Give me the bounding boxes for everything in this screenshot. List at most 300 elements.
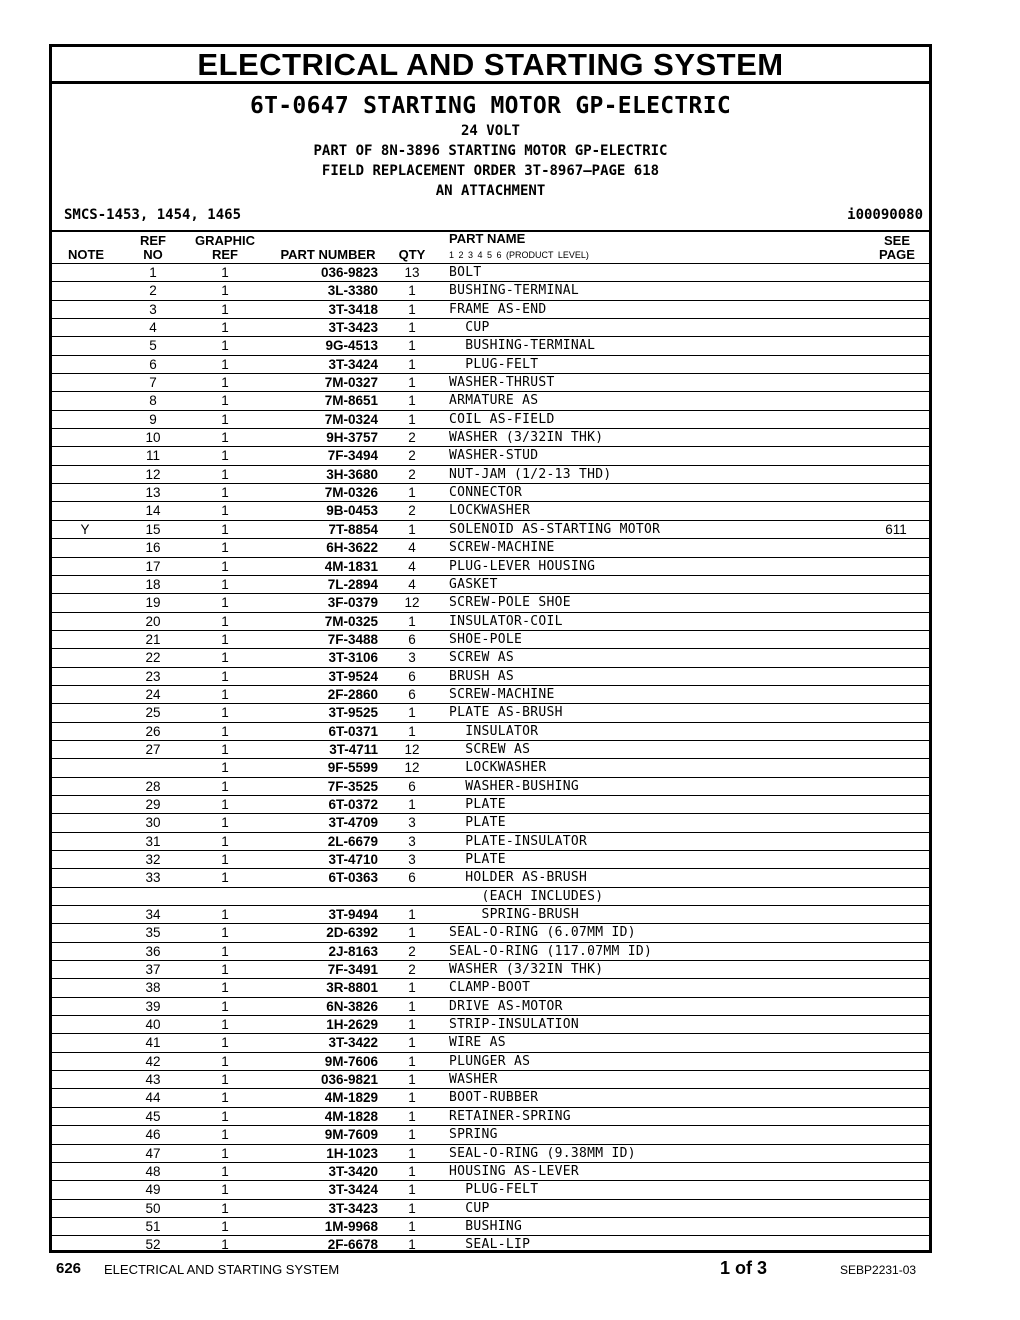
row-part-name: HOUSING AS-LEVER <box>449 1163 580 1179</box>
row-qty: 2 <box>408 943 416 959</box>
table-row <box>52 612 929 630</box>
row-graphic-ref: 1 <box>221 943 229 959</box>
row-part-name: SCREW-POLE SHOE <box>449 595 571 611</box>
row-ref-no: 10 <box>145 430 161 446</box>
row-part-name: DRIVE AS-MOTOR <box>449 998 563 1014</box>
row-graphic-ref: 1 <box>221 723 229 739</box>
row-ref-no: 25 <box>145 705 161 721</box>
row-ref-no: 45 <box>145 1108 161 1124</box>
table-row <box>52 355 929 373</box>
illustration-id: i00090080 <box>847 207 923 223</box>
row-part-name: ARMATURE AS <box>449 393 539 409</box>
row-part-name: BOOT-RUBBER <box>449 1090 539 1106</box>
row-part-name: PLATE <box>449 796 506 812</box>
smcs-codes: SMCS-1453, 1454, 1465 <box>64 207 242 223</box>
row-ref-no: 14 <box>145 503 161 519</box>
row-part-number: 3T-9524 <box>328 668 378 684</box>
row-part-number: 3T-4709 <box>328 815 378 831</box>
row-ref-no: 31 <box>145 833 161 849</box>
row-graphic-ref: 1 <box>221 796 229 812</box>
table-row <box>52 1235 929 1253</box>
column-part-number: PART NUMBER <box>280 247 376 262</box>
row-part-number: 4M-1828 <box>324 1108 378 1124</box>
row-part-name: BRUSH AS <box>449 668 515 684</box>
row-ref-no: 34 <box>145 907 161 923</box>
row-ref-no: 50 <box>145 1200 161 1216</box>
row-graphic-ref: 1 <box>221 411 229 427</box>
row-ref-no: 32 <box>145 852 161 867</box>
row-part-name: BUSHING-TERMINAL <box>449 338 596 354</box>
row-ref-no: 9 <box>149 411 157 427</box>
table-row <box>52 832 929 850</box>
row-qty: 2 <box>408 448 416 464</box>
row-part-name: LOCKWASHER <box>449 503 531 519</box>
table-row <box>52 336 929 354</box>
row-qty: 1 <box>408 356 416 372</box>
row-graphic-ref: 1 <box>221 1200 229 1216</box>
row-part-number: 4M-1831 <box>324 558 378 574</box>
row-graphic-ref: 1 <box>221 962 229 978</box>
table-row <box>52 538 929 556</box>
group-title: 6T-0647 STARTING MOTOR GP-ELECTRIC <box>249 93 731 119</box>
row-graphic-ref: 1 <box>221 540 229 556</box>
row-graphic-ref: 1 <box>221 998 229 1014</box>
row-qty: 1 <box>408 521 416 537</box>
table-row <box>52 1052 929 1070</box>
table-row <box>52 575 929 593</box>
row-ref-no: 30 <box>145 815 161 831</box>
row-part-name: GASKET <box>449 576 498 592</box>
row-part-name: SEAL-LIP <box>449 1237 531 1253</box>
row-part-number: 3T-9494 <box>328 907 378 923</box>
row-part-name: SCREW-MACHINE <box>449 540 555 556</box>
row-graphic-ref: 1 <box>221 1090 229 1106</box>
row-part-number: 2L-6679 <box>327 833 378 849</box>
product-level-scale: 1 2 3 4 5 6 (PRODUCT LEVEL) <box>449 250 589 260</box>
row-qty: 6 <box>408 870 416 886</box>
table-row <box>52 1015 929 1033</box>
row-qty: 3 <box>408 852 416 867</box>
table-row <box>52 300 929 318</box>
row-part-number: 7F-3491 <box>327 962 378 978</box>
row-part-name: NUT-JAM (1/2-13 THD) <box>449 466 612 482</box>
row-qty: 1 <box>408 1035 416 1051</box>
row-part-number: 2D-6392 <box>326 925 378 941</box>
row-ref-no: 46 <box>145 1127 161 1143</box>
row-qty: 4 <box>408 540 416 556</box>
row-graphic-ref: 1 <box>221 1017 229 1033</box>
row-qty: 1 <box>408 1182 416 1198</box>
row-qty: 1 <box>408 301 416 317</box>
row-ref-no: 11 <box>145 448 160 464</box>
row-qty: 1 <box>408 1200 416 1216</box>
row-part-number: 3T-3423 <box>328 1200 378 1216</box>
row-part-name: CONNECTOR <box>449 485 523 501</box>
row-qty: 13 <box>404 265 420 280</box>
row-qty: 1 <box>408 1145 416 1161</box>
row-graphic-ref: 1 <box>221 558 229 574</box>
row-part-number: 1M-9968 <box>324 1218 378 1234</box>
row-qty: 3 <box>408 650 416 666</box>
row-part-number: 2J-8163 <box>328 943 378 959</box>
row-graphic-ref: 1 <box>221 741 229 757</box>
row-ref-no: 43 <box>145 1072 161 1088</box>
table-row <box>52 1180 929 1198</box>
row-part-name: CUP <box>449 320 490 336</box>
row-part-number: 3L-3380 <box>327 283 378 299</box>
row-part-name: HOLDER AS-BRUSH <box>449 870 588 886</box>
row-part-number: 7L-2894 <box>327 576 378 592</box>
row-part-number: 2F-2860 <box>327 686 378 702</box>
row-part-name: FRAME AS-END <box>449 301 547 317</box>
row-part-name: WASHER (3/32IN THK) <box>449 430 604 446</box>
row-part-number: 9H-3757 <box>326 430 378 446</box>
row-ref-no: 8 <box>149 393 157 409</box>
row-ref-no: 13 <box>145 485 161 501</box>
row-qty: 1 <box>408 1163 416 1179</box>
row-part-name: SHOE-POLE <box>449 631 523 647</box>
row-part-name: INSULATOR-COIL <box>449 613 563 629</box>
row-ref-no: 24 <box>145 686 161 702</box>
row-part-number: 9B-0453 <box>326 503 378 519</box>
row-part-name: PLUNGER AS <box>449 1053 531 1069</box>
table-row <box>52 1088 929 1106</box>
row-part-number: 6T-0363 <box>328 870 378 886</box>
row-part-number: 036-9821 <box>320 1072 378 1088</box>
row-graphic-ref: 1 <box>221 320 229 336</box>
row-part-name: STRIP-INSULATION <box>449 1017 580 1033</box>
row-qty: 3 <box>408 833 416 849</box>
row-graphic-ref: 1 <box>221 521 229 537</box>
row-ref-no: 26 <box>145 723 161 739</box>
row-qty: 1 <box>408 393 416 409</box>
row-part-number: 3T-4711 <box>329 741 378 757</box>
group-header <box>52 91 929 201</box>
row-part-number: 2F-6678 <box>327 1237 378 1253</box>
row-qty: 6 <box>408 686 416 702</box>
row-graphic-ref: 1 <box>221 1163 229 1179</box>
row-ref-no: 44 <box>145 1090 161 1106</box>
row-ref-no: 42 <box>145 1053 161 1069</box>
row-ref-no: 17 <box>145 558 161 574</box>
row-qty: 1 <box>408 1218 416 1234</box>
row-ref-no: 51 <box>145 1218 161 1234</box>
row-graphic-ref: 1 <box>221 595 229 611</box>
table-row <box>52 263 929 281</box>
footer-page-number: 626 <box>56 1260 82 1277</box>
attachment-line: AN ATTACHMENT <box>435 183 546 199</box>
table-row <box>52 593 929 611</box>
row-qty: 1 <box>408 1237 416 1253</box>
column-ref-no: REF NO <box>140 233 166 262</box>
row-graphic-ref: 1 <box>221 686 229 702</box>
row-qty: 12 <box>404 595 420 611</box>
table-row <box>52 850 929 868</box>
row-part-name: SCREW AS <box>449 741 531 757</box>
row-graphic-ref: 1 <box>221 613 229 629</box>
row-ref-no: 41 <box>145 1035 161 1051</box>
table-row <box>52 1125 929 1143</box>
table-row <box>52 758 929 776</box>
table-row <box>52 795 929 813</box>
row-ref-no: 6 <box>149 356 157 372</box>
row-graphic-ref: 1 <box>221 1218 229 1234</box>
row-part-number: 1H-1023 <box>326 1145 378 1161</box>
row-ref-no: 2 <box>149 283 157 299</box>
row-part-number: 3T-9525 <box>328 705 378 721</box>
row-qty: 2 <box>408 430 416 446</box>
row-graphic-ref: 1 <box>221 907 229 923</box>
table-row <box>52 813 929 831</box>
row-part-name: WASHER-STUD <box>449 448 539 464</box>
table-row <box>52 978 929 996</box>
table-row <box>52 648 929 666</box>
row-qty: 1 <box>408 1017 416 1033</box>
row-part-number: 3R-8801 <box>326 980 378 996</box>
row-see-page: 611 <box>885 521 907 537</box>
row-part-number: 7M-0327 <box>324 375 378 391</box>
row-graphic-ref: 1 <box>221 1108 229 1124</box>
row-ref-no: 52 <box>145 1237 161 1253</box>
row-ref-no: 5 <box>149 338 157 354</box>
row-ref-no: 22 <box>145 650 161 666</box>
row-qty: 1 <box>408 1108 416 1124</box>
row-graphic-ref: 1 <box>221 833 229 849</box>
table-row <box>52 887 929 905</box>
row-qty: 1 <box>408 980 416 996</box>
row-part-number: 4M-1829 <box>324 1090 378 1106</box>
row-ref-no: 18 <box>145 576 161 592</box>
row-graphic-ref: 1 <box>221 631 229 647</box>
row-part-name: PLUG-FELT <box>449 356 539 372</box>
table-row <box>52 997 929 1015</box>
row-graphic-ref: 1 <box>221 668 229 684</box>
row-ref-no: 28 <box>145 778 161 794</box>
table-row <box>52 557 929 575</box>
row-part-name: PLUG-FELT <box>449 1182 539 1198</box>
row-part-name: PLATE-INSULATOR <box>449 833 588 849</box>
row-part-name: PLUG-LEVER HOUSING <box>449 558 596 574</box>
row-graphic-ref: 1 <box>221 448 229 464</box>
row-graphic-ref: 1 <box>221 430 229 446</box>
row-part-name: PLATE AS-BRUSH <box>449 705 563 721</box>
row-part-name: SPRING <box>449 1127 498 1143</box>
row-qty: 1 <box>408 485 416 501</box>
row-graphic-ref: 1 <box>221 870 229 886</box>
row-part-name: WIRE AS <box>449 1035 506 1051</box>
row-part-name: PLATE <box>449 815 506 831</box>
row-qty: 6 <box>408 631 416 647</box>
row-part-name: COIL AS-FIELD <box>449 411 555 427</box>
row-part-name: SPRING-BRUSH <box>449 907 580 923</box>
row-qty: 1 <box>408 338 416 354</box>
row-part-number: 3T-3424 <box>328 356 378 372</box>
footer-doc-id: SEBP2231-03 <box>840 1263 917 1277</box>
row-ref-no: 12 <box>145 466 161 482</box>
row-qty: 1 <box>408 1127 416 1143</box>
row-ref-no: 3 <box>149 301 157 317</box>
row-part-name: CLAMP-BOOT <box>449 980 531 996</box>
row-ref-no: 16 <box>145 540 161 556</box>
table-row <box>52 520 929 538</box>
row-graphic-ref: 1 <box>221 393 229 409</box>
table-row <box>52 960 929 978</box>
row-part-name: PLATE <box>449 852 506 867</box>
table-row <box>52 1070 929 1088</box>
table-row <box>52 923 929 941</box>
row-graphic-ref: 1 <box>221 760 229 776</box>
row-qty: 1 <box>408 1090 416 1106</box>
row-part-number: 3T-3106 <box>328 650 378 666</box>
table-row <box>52 410 929 428</box>
footer-page-of: 1 of 3 <box>720 1258 768 1278</box>
row-part-number: 7M-0326 <box>324 485 378 501</box>
row-part-number: 7T-8854 <box>328 521 378 537</box>
row-part-number: 6T-0372 <box>328 796 378 812</box>
column-graphic-ref: GRAPHIC REF <box>195 233 255 262</box>
row-qty: 1 <box>408 723 416 739</box>
row-ref-no: 7 <box>149 375 157 391</box>
table-row <box>52 1033 929 1051</box>
part-of-line: PART OF 8N-3896 STARTING MOTOR GP-ELECTRIC <box>313 143 668 159</box>
row-graphic-ref: 1 <box>221 1182 229 1198</box>
column-qty: QTY <box>398 247 426 262</box>
row-graphic-ref: 1 <box>221 503 229 519</box>
table-row <box>52 630 929 648</box>
row-graphic-ref: 1 <box>221 778 229 794</box>
row-qty: 2 <box>408 466 416 482</box>
row-ref-no: 15 <box>145 521 161 537</box>
table-row <box>52 685 929 703</box>
row-qty: 1 <box>408 1072 416 1088</box>
row-part-name: RETAINER-SPRING <box>449 1108 571 1124</box>
row-part-name: BUSHING-TERMINAL <box>449 283 580 299</box>
row-part-number: 7M-8651 <box>324 393 378 409</box>
row-graphic-ref: 1 <box>221 1053 229 1069</box>
row-part-number: 9F-5599 <box>327 760 378 776</box>
row-graphic-ref: 1 <box>221 815 229 831</box>
row-qty: 12 <box>404 741 420 757</box>
table-row <box>52 281 929 299</box>
row-qty: 1 <box>408 375 416 391</box>
table-row <box>52 501 929 519</box>
row-part-number: 036-9823 <box>320 265 378 280</box>
row-graphic-ref: 1 <box>221 576 229 592</box>
table-row <box>52 1144 929 1162</box>
row-qty: 1 <box>408 411 416 427</box>
parts-table <box>52 263 929 1254</box>
row-part-number: 3T-3424 <box>328 1182 378 1198</box>
table-row <box>52 428 929 446</box>
row-qty: 4 <box>408 576 416 592</box>
row-part-number: 7F-3494 <box>327 448 378 464</box>
row-ref-no: 47 <box>145 1145 161 1161</box>
section-title: ELECTRICAL AND STARTING SYSTEM <box>52 47 929 84</box>
row-part-number: 6N-3826 <box>326 998 378 1014</box>
table-row <box>52 318 929 336</box>
row-qty: 1 <box>408 907 416 923</box>
table-row <box>52 1199 929 1217</box>
row-part-name: INSULATOR <box>449 723 539 739</box>
row-ref-no: 27 <box>145 741 161 757</box>
row-ref-no: 36 <box>145 943 161 959</box>
table-row <box>52 868 929 886</box>
row-graphic-ref: 1 <box>221 466 229 482</box>
table-row <box>52 1162 929 1180</box>
row-graphic-ref: 1 <box>221 705 229 721</box>
row-part-name: BUSHING <box>449 1218 523 1234</box>
row-part-name: LOCKWASHER <box>449 760 547 776</box>
table-row <box>52 703 929 721</box>
row-graphic-ref: 1 <box>221 1237 229 1253</box>
row-part-number: 3T-3422 <box>328 1035 378 1051</box>
row-part-name: WASHER-BUSHING <box>449 778 580 794</box>
table-row <box>52 373 929 391</box>
row-ref-no: 29 <box>145 796 161 812</box>
row-graphic-ref: 1 <box>221 283 229 299</box>
table-row <box>52 483 929 501</box>
row-ref-no: 39 <box>145 998 161 1014</box>
row-graphic-ref: 1 <box>221 650 229 666</box>
row-part-name: BOLT <box>449 265 482 280</box>
row-part-number: 3T-3423 <box>328 320 378 336</box>
parts-list-frame <box>49 44 932 1253</box>
row-ref-no: 49 <box>145 1182 161 1198</box>
row-part-number: 7M-0324 <box>324 411 378 427</box>
row-part-number: 3H-3680 <box>326 466 378 482</box>
row-note: Y <box>80 521 90 537</box>
row-graphic-ref: 1 <box>221 1127 229 1143</box>
row-qty: 12 <box>404 760 420 776</box>
row-graphic-ref: 1 <box>221 375 229 391</box>
row-ref-no: 20 <box>145 613 161 629</box>
row-qty: 3 <box>408 815 416 831</box>
row-qty: 1 <box>408 1053 416 1069</box>
row-qty: 6 <box>408 668 416 684</box>
row-part-name: CUP <box>449 1200 490 1216</box>
row-part-number: 6H-3622 <box>326 540 378 556</box>
column-see-page: SEE PAGE <box>879 233 915 262</box>
row-part-number: 3T-3420 <box>328 1163 378 1179</box>
row-graphic-ref: 1 <box>221 980 229 996</box>
row-graphic-ref: 1 <box>221 356 229 372</box>
row-qty: 1 <box>408 320 416 336</box>
row-part-number: 7M-0325 <box>324 613 378 629</box>
table-row <box>52 465 929 483</box>
row-qty: 2 <box>408 503 416 519</box>
row-part-name: SCREW AS <box>449 650 515 666</box>
row-ref-no: 4 <box>149 320 157 336</box>
row-part-name: (EACH INCLUDES) <box>449 888 604 904</box>
row-part-number: 3T-3418 <box>328 301 378 317</box>
row-ref-no: 33 <box>145 870 161 886</box>
row-part-number: 9G-4513 <box>325 338 378 354</box>
column-part-name: PART NAME <box>449 231 526 246</box>
table-row <box>52 446 929 464</box>
row-part-name: SOLENOID AS-STARTING MOTOR <box>449 521 661 537</box>
row-part-name: SEAL-O-RING (117.07MM ID) <box>449 943 653 959</box>
table-row <box>52 905 929 923</box>
row-graphic-ref: 1 <box>221 1145 229 1161</box>
row-qty: 2 <box>408 962 416 978</box>
row-part-number: 7F-3488 <box>327 631 378 647</box>
field-replacement-line: FIELD REPLACEMENT ORDER 3T-8967—PAGE 618 <box>321 163 660 179</box>
voltage-line: 24 VOLT <box>460 123 520 139</box>
row-graphic-ref: 1 <box>221 301 229 317</box>
row-graphic-ref: 1 <box>221 338 229 354</box>
row-qty: 1 <box>408 613 416 629</box>
row-graphic-ref: 1 <box>221 1035 229 1051</box>
